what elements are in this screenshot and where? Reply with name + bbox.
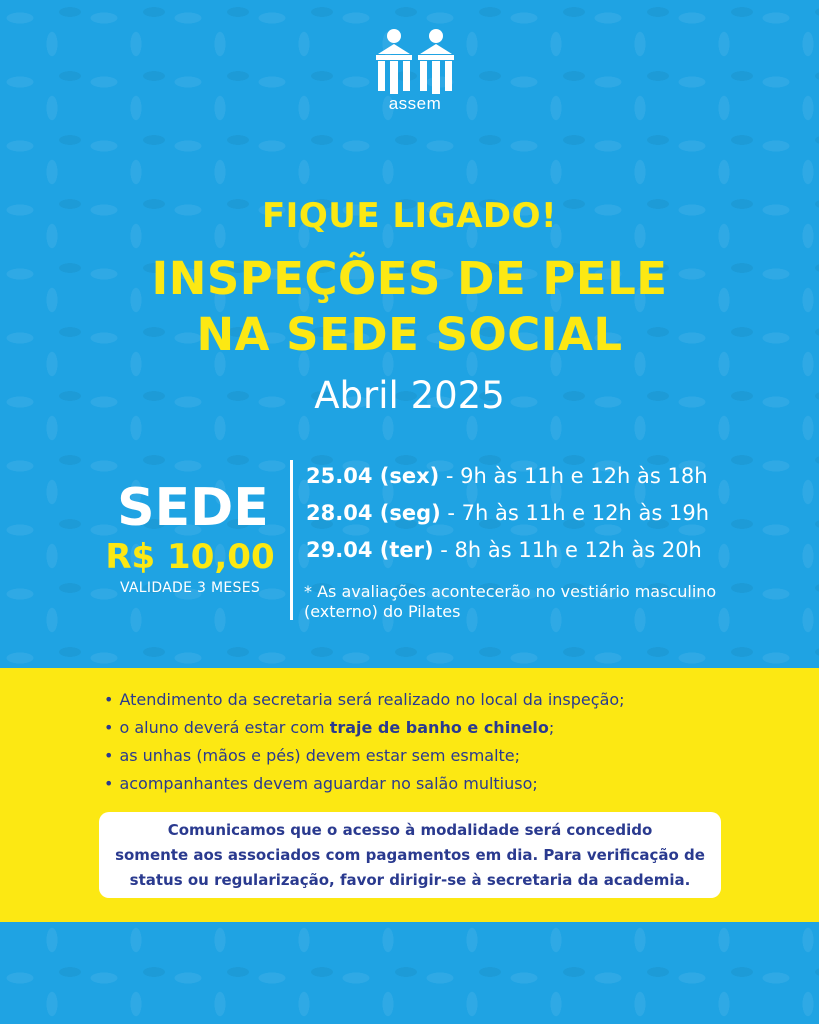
bullet-dot-icon: • — [104, 690, 114, 709]
bullet-dot-icon: • — [104, 746, 114, 765]
schedule-hours: - 8h às 11h e 12h às 20h — [433, 538, 702, 562]
schedule-row — [306, 458, 806, 495]
payment-notice-box — [99, 812, 721, 898]
location-note: * As avaliações acontecerão no vestiário masculino (externo) do Pilates — [304, 582, 717, 621]
price-label: R$ 10,00 — [105, 537, 275, 577]
payment-notice-text: Comunicamos que o acesso à modalidade será concedido somente aos associados com pagamentos em dia. Para verificação de status ou regularização, favor dirigir-se à secretaria da academia. — [115, 820, 705, 889]
list-item-emphasis: traje de banho e chinelo — [329, 718, 549, 737]
validity-label: VALIDADE 3 MESES — [119, 580, 261, 596]
title-line-2: NA SEDE SOCIAL — [196, 308, 623, 361]
bullet-dot-icon: • — [104, 774, 114, 793]
schedule-row — [306, 532, 806, 569]
list-item-text: acompanhantes devem aguardar no salão multiuso; — [119, 774, 538, 793]
schedule-row — [306, 495, 806, 532]
kicker-heading: FIQUE LIGADO! — [261, 196, 558, 236]
assem-logo — [374, 28, 456, 116]
list-item-text: o aluno deverá estar com — [119, 718, 330, 737]
schedule-date: 28.04 (seg) — [306, 501, 441, 525]
list-item — [104, 770, 744, 798]
rules-list — [104, 686, 744, 798]
sede-label: SEDE — [117, 478, 269, 538]
vertical-divider — [290, 460, 293, 620]
list-item — [104, 742, 744, 770]
schedule-date: 29.04 (ter) — [306, 538, 434, 562]
assem-logo-icon — [374, 28, 456, 94]
schedule-list — [306, 458, 806, 569]
bullet-dot-icon: • — [104, 718, 114, 737]
list-item — [104, 714, 744, 742]
schedule-hours: - 9h às 11h e 12h às 18h — [439, 464, 708, 488]
title-line-1: INSPEÇÕES DE PELE — [151, 252, 668, 305]
list-item-text: Atendimento da secretaria será realizado no local da inspeção; — [119, 690, 625, 709]
schedule-hours: - 7h às 11h e 12h às 19h — [440, 501, 710, 525]
list-item-text: as unhas (mãos e pés) devem estar sem esmalte; — [119, 746, 521, 765]
list-item-text: ; — [548, 718, 555, 737]
schedule-date: 25.04 (sex) — [306, 464, 440, 488]
logo-wordmark: assem — [388, 94, 442, 113]
month-subtitle: Abril 2025 — [314, 374, 505, 417]
list-item — [104, 686, 744, 714]
